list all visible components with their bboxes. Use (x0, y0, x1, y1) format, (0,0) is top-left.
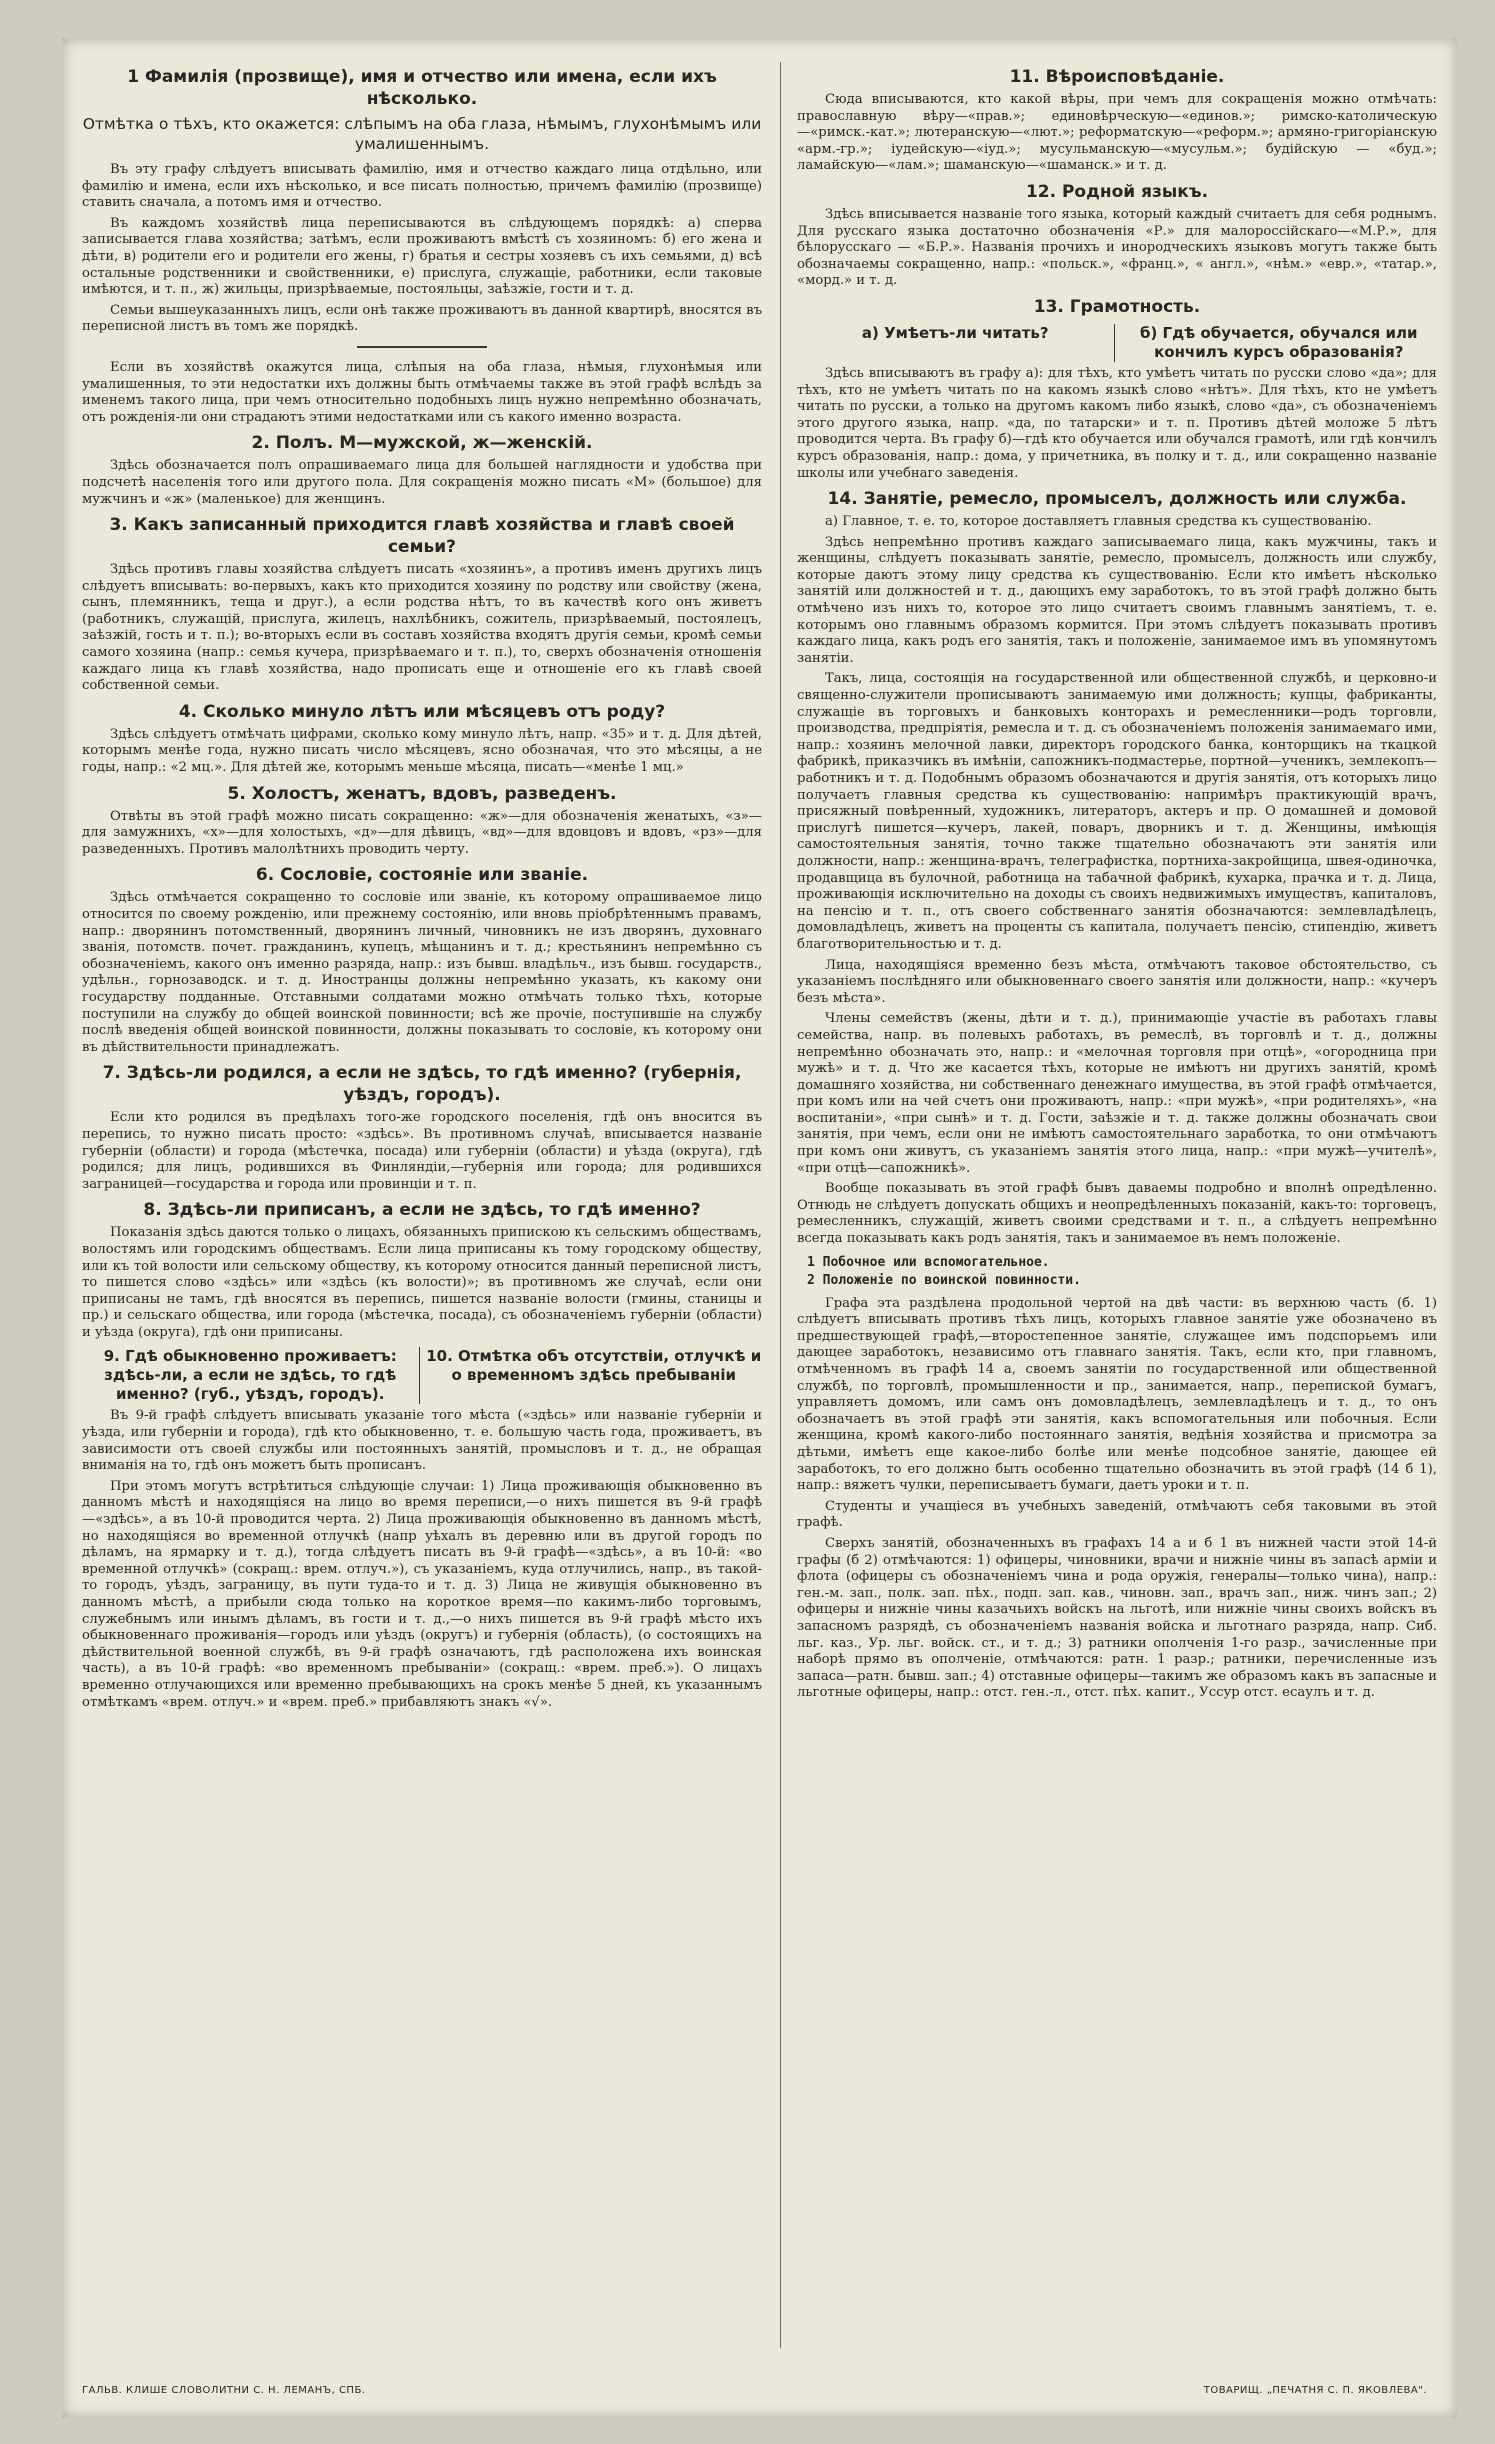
section-4-title: 4. Сколько минуло лѣтъ или мѣсяцевъ отъ роду? (178, 701, 666, 722)
section-12-title: 12. Родной языкъ. (1025, 181, 1209, 202)
section-6-text: Здѣсь отмѣчается сокращенно то сословіе или званіе, къ которому опрашиваемое лицо относится по своему рожденію, или прежнему состоянію, или вновь пріобрѣтеннымъ правамъ, напр.: дворянинъ потомственный, дворянинъ личный, чиновникъ не изъ дворянъ, духовнаго званія, потомств. почет. гражданинъ, купецъ, мѣщанинъ и т. д.; крестьянинъ непремѣнно съ обозначеніемъ, какого онъ именно разряда, напр.: изъ бывш. владѣльч., изъ бывш. государств., удѣльн., горнозаводск. и т. д. Иностранцы должны непремѣнно указать, къ какому они государству подданные. Отставными солдатами можно отмѣчать только тѣхъ, которые поступили на службу до общей воинской повинности; всѣ же прочіе, поступившіе на службу послѣ введенія общей воинской повинности, должны показывать то сословіе, къ которому они въ дѣйствительности принадлежатъ. (82, 890, 762, 1055)
section-14b2-title: 2 Положеніе по воинской повинности. (807, 1272, 1081, 1288)
section-3-title: 3. Какъ записанный приходится главѣ хозяйства и главѣ своей семьи? (109, 515, 735, 558)
section-9-title: 9. Гдѣ обыкновенно проживаетъ: здѣсь-ли, а если не здѣсь, то гдѣ именно? (губ., уѣздъ, городъ). (103, 1347, 397, 1404)
section-6-title: 6. Сословіе, состояніе или званіе. (255, 865, 589, 886)
section-14-text: Вообще показывать въ этой графѣ бывъ даваемы подробно и вполнѣ опредѣленно. Отнюдь не слѣдуетъ допускать общихъ и неопредѣленныхъ показаній, какъ-то: торговецъ, ремесленникъ, служащій, живетъ своими средствами и т. п., а слѣдуетъ непремѣнно всегда показывать какъ родъ занятія, такъ и занимаемое въ немъ положеніе. (797, 1181, 1437, 1247)
section-11-title: 11. Вѣроисповѣданіе. (1009, 67, 1225, 87)
section-12-text: Здѣсь вписывается названіе того языка, который каждый считаетъ для себя роднымъ. Для русскаго языка достаточно обозначенія «Р.» для малороссійскаго—«М.Р.», для бѣлорусскаго — «Б.Р.». Названія прочихъ и инородческихъ языковъ могутъ также быть обозначаемы сокращенно, напр.: «польск.», «франц.», « англ.», «нѣм.» «евр.», «татар.», «морд.» и т. д. (797, 206, 1437, 289)
section-1-text: Въ каждомъ хозяйствѣ лица переписываются въ слѣдующемъ порядкѣ: а) сперва записывается глава хозяйства; затѣмъ, если проживаютъ вмѣстѣ съ хозяиномъ: б) его жена и дѣти, в) родители его и родители его жены, г) братья и сестры хозяевъ съ ихъ семьями, д) всѣ остальные родственники и свойственники, е) прислуга, служащіе, работники, если таковые имѣются, и т. п., ж) жильцы, призрѣваемые, постояльцы, заѣзжіе, гости и т. д. (82, 215, 762, 298)
section-14a-title: а) Главное, т. е. то, которое доставляетъ главныя средства къ существованію. (825, 514, 1372, 530)
section-10-title: 10. Отмѣтка объ отсутствіи, отлучкѣ и о временномъ здѣсь пребываніи (419, 1347, 763, 1404)
section-13b-title: б) Гдѣ обучается, обучался или кончилъ курсъ образованія? (1114, 324, 1438, 362)
section-9-text: Въ 9-й графѣ слѣдуетъ вписывать указаніе того мѣста («здѣсь» или названіе губерніи и уѣзда, или губерніи и города), гдѣ кто обыкновенно, т. е. большую часть года, проживаетъ, въ зависимости отъ своей службы или постоянныхъ занятій, промысловъ и т. д., не обращая вниманія на то, гдѣ онъ можетъ быть прописанъ. (82, 1408, 762, 1474)
section-3-text: Здѣсь противъ главы хозяйства слѣдуетъ писать «хозяинъ», а противъ именъ другихъ лицъ слѣдуетъ вписывать: во-первыхъ, какъ кто приходится хозяину по родству или свойству (жена, сынъ, племянникъ, теща и друг.), а если родства нѣтъ, то въ качествѣ кого онъ живетъ (работникъ, служащій, прислуга, жилецъ, нахлѣбникъ, сожитель, призрѣваемый, постоялецъ, заѣзжій, гость и т. п.); во-вторыхъ если въ составъ хозяйства входятъ другія семьи, кромѣ семьи самого хозяина (напр.: семья кучера, призрѣваемаго и т. п.), то, сверхъ обозначенія отношенія каждаго лица къ главѣ хозяйства, надо прописать еще и отношеніе его къ главѣ своей собственной семьи. (82, 562, 762, 694)
section-14-text: Студенты и учащіеся въ учебныхъ заведеній, отмѣчаютъ себя таковыми въ этой графѣ. (797, 1498, 1437, 1531)
printer-imprint-right: ТОВАРИЩ. „ПЕЧАТНЯ С. П. ЯКОВЛЕВА". (1203, 2385, 1427, 2396)
section-1-text: Семьи вышеуказанныхъ лицъ, если онѣ также проживаютъ въ данной квартирѣ, вносятся въ переписной листъ въ томъ же порядкѣ. (82, 302, 762, 335)
section-14-text: Сверхъ занятій, обозначенныхъ въ графахъ 14 а и б 1 въ нижней части этой 14-й графы (б 2) отмѣчаются: 1) офицеры, чиновники, врачи и нижніе чины въ запасѣ арміи и флота (офицеры съ обозначеніемъ чина и рода оружія, генералы—только чина), напр.: ген.-м. зап., полк. зап. пѣх., подп. зап. кав., чиновн. зап., врачъ зап., ниж. чинъ зап.; 2) офицеры и нижніе чины казачьихъ войскъ на льготѣ, или нижніе чины своихъ войскъ въ запасномъ разрядѣ, съ обозначеніемъ названія войска и льготнаго разряда, напр. Сиб. льг. каз., Ур. льг. войск. ст., и т. д.; 3) ратники ополченія 1-го разр., зачисленные при наборѣ прямо въ ополченіе, отмѣчаются: ратн. 1 разр.; ратники, перечисленные изъ запаса—ратн. бывш. зап.; 4) отставные офицеры—такимъ же образомъ какъ въ запасные и льготные офицеры, напр.: отст. ген.-л., отст. пѣх. капит., Уссур отст. есаулъ и т. д. (797, 1535, 1437, 1701)
section-9-text: При этомъ могутъ встрѣтиться слѣдующіе случаи: 1) Лица проживающія обыкновенно въ данномъ мѣстѣ и находящіяся на лицо во время переписи,—о нихъ пишется въ 9-й графѣ—«здѣсь», а въ 10-й проводится черта. 2) Лица проживающія обыкновенно въ данномъ мѣстѣ, но находящіяся во временной отлучкѣ (напр уѣхалъ въ деревню или въ другой городъ по дѣламъ, на ярмарку и т. д.), тогда слѣдуетъ писать въ 9-й графѣ—«здѣсь», а въ 10-й: «во временной отлучкѣ» (сокращ.: врем. отлуч.»), съ указаніемъ, куда отлучились, напр., въ такой-то городъ, уѣздъ, заграницу, въ пути туда-то и т. д. 3) Лица не живущія обыкновенно въ данномъ мѣстѣ, а прибыли сюда только на короткое время—по какимъ-либо торговымъ, служебнымъ или инымъ дѣламъ, въ гости и т. д.,—о нихъ пишется въ 9-й графѣ мѣсто ихъ обыкновеннаго проживанія—городъ или уѣздъ (округъ) и губернія (область), (о состоящихъ на дѣйствительной военной службѣ, въ 9-й графѣ означаютъ, гдѣ расположена ихъ воинская часть), а въ 10-й графѣ: «во временномъ пребываніи» (сокращ.: «врем. преб.»). О лицахъ временно отлучающихся или временно пребывающихъ на срокъ менѣе 5 дней, къ указаннымъ отмѣткамъ «врем. отлуч.» и «врем. преб.» прибавляютъ знакъ «√». (82, 1478, 762, 1710)
right-column (797, 60, 1437, 1706)
section-14-text: Графа эта раздѣлена продольной чертой на двѣ части: въ верхнюю часть (б. 1) слѣдуетъ вписывать противъ тѣхъ лицъ, которыхъ главное занятіе уже обозначено въ предшествующей графѣ,—второстепенное занятіе, служащее имъ подспорьемъ или дающее заработокъ, независимо отъ главнаго занятія. Такъ, если кто, при главномъ, отмѣченномъ въ графѣ 14 а, своемъ занятіи по государственной или общественной службѣ, по торговлѣ, промышленности и пр., занимается, напр., перепиской бумагъ, управляетъ домомъ, или самъ онъ домовладѣлецъ, землевладѣлецъ и т. д., то онъ обозначаетъ въ этой графѣ эти занятія, какъ вспомогательныя или побочныя. Если женщина, кромѣ какого-либо постояннаго занятія, ведѣнія хозяйства и присмотра за дѣтьми, имѣетъ еще какое-либо болѣе или менѣе подсобное занятіе, дающее ей заработокъ, то его должно быть особенно тщательно обозначить въ этой графѣ (14 б 1), напр.: вяжетъ чулки, переписываетъ бумаги, даетъ уроки и т. п. (797, 1295, 1437, 1494)
section-7-text: Если кто родился въ предѣлахъ того-же городского поселенія, гдѣ онъ вносится въ перепись, то нужно писать просто: «здѣсь». Въ противномъ случаѣ, вписывается названіе губерніи (области) и города (мѣстечка, посада) или губерніи (области) и уѣзда (округа), гдѣ родился; для лицъ, родившихся въ Финляндіи,—губернія или города; для родившихся заграницей—государства и города или провинціи и т. п. (82, 1110, 762, 1192)
section-9-10-header (82, 1347, 762, 1404)
section-14-title: 14. Занятіе, ремесло, промыселъ, должность или служба. (827, 489, 1407, 510)
section-14-text: Члены семействъ (жены, дѣти и т. д.), принимающіе участіе въ работахъ главы семейства, напр. въ полевыхъ работахъ, въ ремеслѣ, въ торговлѣ и т. д., должны непремѣнно обозначать это, напр.: и «мелочная торговля при отцѣ», «огородница при мужѣ» и т. д. Что же касается тѣхъ, которые не имѣютъ ни другихъ занятій, кромѣ домашняго хозяйства, ни собственнаго денежнаго имущества, въ этой графѣ отмѣчается, при комъ или на чей счетъ они проживаютъ, напр.: «при мужѣ», «при родителяхъ», «на воспитаніи», «при сынѣ» и т. д. Гости, заѣзжіе и т. д. также должны обозначать свои занятія, при чемъ, если они не имѣютъ самостоятельнаго заработка, то они отмѣчаютъ при комъ они живутъ, съ указаніемъ занятія этого лица, напр.: «при мужѣ—учителѣ», «при отцѣ—сапожникѣ». (797, 1011, 1437, 1176)
section-1-text: Въ эту графу слѣдуетъ вписывать фамилію, имя и отчество каждаго лица отдѣльно, или фамилію и имена, если ихъ нѣсколько, и все писать полностью, причемъ фамилію (прозвище) ставить сначала, а потомъ имя и отчество. (82, 162, 762, 211)
section-11-text: Сюда вписываются, кто какой вѣры, при чемъ для сокращенія можно отмѣчать: православную вѣру—«прав.»; единовѣрческую—«единов.»; римско-католическую—«римск.-кат.»; лютеранскую—«лют.»; реформатскую—«реформ.»; армяно-григоріанскую «арм.-гр.»; іудейскую—«іуд.»; мусульманскую—«мусульм.»; будійскую — «буд.»; ламайскую—«лам.»; шаманскую—«шаманск.» и т. д. (797, 92, 1437, 174)
census-instruction-sheet (62, 38, 1457, 2418)
section-2-text: Здѣсь обозначается полъ опрашиваемаго лица для большей наглядности и удобства при подсчетѣ населенія того или другого пола. Для сокращенія можно писать «М» (большое) для мужчинъ и «ж» (маленькое) для женщинъ. (82, 458, 762, 507)
section-14-text: Такъ, лица, состоящія на государственной или общественной службѣ, и церковно-и священно-служители прописываютъ занимаемую ими должность; купцы, фабриканты, служащіе въ торговыхъ и банковыхъ конторахъ и ремесленники—родъ торговли, производства, предпріятія, ремесла и т. д. съ обозначеніемъ положенія занимаемаго ими, напр.: хозяинъ мелочной лавки, директоръ городского банка, конторщикъ на ткацкой фабрикѣ, приказчикъ въ имѣніи, сапожникъ-подмастерье, портной—ученикъ, землекопъ—работникъ и т. д. Подобнымъ образомъ обозначаются и другія занятія, отъ которыхъ лицо получаетъ главныя средства къ существованію: напримѣръ практикующій врачъ, присяжный повѣренный, художникъ, литераторъ, актеръ и пр. О домашней и домовой прислугѣ пишется—кучеръ, лакей, поваръ, дворникъ и т. д. Женщины, имѣющія самостоятельныя занятія, точно также тщательно обозначаютъ эти занятія или должности, напр.: женщина-врачъ, телеграфистка, портниха-закройщица, швея-одиночка, продавщица въ булочной, работница на табачной фабрикѣ, кухарка, прачка и т. д. Лица, проживающія исключительно на доходы съ своихъ недвижимыхъ имуществъ, капиталовъ, на пенсію и т. п., отъ своего собственнаго занятія обозначаются: землевладѣлецъ, домовладѣлецъ, живетъ на проценты съ капитала, получаетъ пенсію, стипендію, живетъ благотворительностью и т. д. (797, 671, 1437, 952)
section-8-title: 8. Здѣсь-ли приписанъ, а если не здѣсь, то гдѣ именно? (143, 1200, 701, 1221)
section-1-text: Если въ хозяйствѣ окажутся лица, слѣпыя на оба глаза, нѣмыя, глухонѣмыя или умалишенныя, то эти недостатки ихъ должны быть отмѣчаемы также въ этой графѣ вслѣдъ за именемъ такого лица, при чемъ относительно подобныхъ лицъ нужно непремѣнно обозначать, отъ рожденія-ли они страдаютъ этими недостатками или съ какого именно возраста. (82, 359, 762, 425)
section-13-title: 13. Грамотность. (1033, 296, 1201, 317)
section-14b1-title: 1 Побочное или вспомогательное. (807, 1254, 1050, 1270)
section-2-title: 2. Полъ. М—мужской, ж—женскій. (251, 433, 593, 454)
section-8-text: Показанія здѣсь даются только о лицахъ, обязанныхъ припискою къ сельскимъ обществамъ, волостямъ или городскимъ обществамъ. Если лица приписаны къ тому городскому обществу, или къ той волости или сельскому обществу, къ которому относится данный переписной листъ, то пишется слово «здѣсь» или «здѣсь (къ волости)»; въ противномъ же случаѣ, если они приписаны не тамъ, гдѣ вносятся въ перепись, пишется названіе волости (гмины, станицы и пр.) и сельскаго общества, или города (мѣстечка, посада), съ обозначеніемъ губерніи (области) и уѣзда (округа), гдѣ они приписаны. (82, 1225, 762, 1340)
section-14b-headers (807, 1254, 1437, 1290)
section-5-title: 5. Холостъ, женатъ, вдовъ, разведенъ. (227, 783, 617, 804)
section-4-text: Здѣсь слѣдуетъ отмѣчать цифрами, сколько кому минуло лѣтъ, напр. «35» и т. д. Для дѣтей, которымъ менѣе года, нужно писать число мѣсяцевъ, ясно обозначая, что это мѣсяцы, а не годы, напр.: «2 мц.». Для дѣтей же, которымъ меньше мѣсяца, писать—«менѣе 1 мц.» (82, 726, 762, 776)
printer-imprint-left: ГАЛЬВ. КЛИШЕ СЛОВОЛИТНИ С. Н. ЛЕМАНЪ, СПБ. (82, 2385, 366, 2396)
column-divider (780, 62, 781, 2348)
section-14-text: Здѣсь непремѣнно противъ каждаго записываемаго лица, какъ мужчины, такъ и женщины, слѣдуетъ показывать занятіе, ремесло, промыселъ, должность или службу, которые даютъ этому лицу средства къ существованію. Если кто имѣетъ нѣсколько занятій или должностей и т. д., дающихъ ему заработокъ, то въ этой графѣ должно быть отмѣчено изъ нихъ то, которое это лицо считаетъ своимъ главнымъ занятіемъ, т. е. которымъ оно главнымъ образомъ кормится. При этомъ слѣдуетъ показывать противъ каждаго лица, какъ родъ его занятія, такъ и положеніе, занимаемое имъ въ упомянутомъ занятіи. (797, 534, 1437, 666)
separator (357, 346, 487, 348)
section-1-note: Отмѣтка о тѣхъ, кто окажется: слѣпымъ на оба глаза, нѣмымъ, глухонѣмымъ или умалишеннымъ. (82, 115, 762, 153)
section-13a-title: а) Умѣетъ-ли читать? (861, 323, 1049, 342)
section-1-title: 1 Фамилія (прозвище), имя и отчество или имена, если ихъ нѣсколько. (127, 67, 717, 109)
section-13-text: Здѣсь вписываютъ въ графу а): для тѣхъ, кто умѣетъ читать по русски слово «да»; для тѣхъ, кто не умѣетъ читать по на какомъ языкѣ слово «нѣтъ». Для тѣхъ, кто не умѣетъ читать по русски, а только на другомъ какомъ либо языкѣ, слово «да», съ обозначеніемъ этого другого языка, напр. «да, по татарски» и т. п. Противъ дѣтей моложе 5 лѣтъ проводится черта. Въ графу б)—гдѣ кто обучается или обучался грамотѣ, или гдѣ кончилъ курсъ образованія, напр.: дома, у причетника, въ полку и т. д., или сокращенно названіе школы или учебнаго заведенія. (797, 365, 1437, 481)
section-7-title: 7. Здѣсь-ли родился, а если не здѣсь, то гдѣ именно? (губернія, уѣздъ, городъ). (102, 1063, 742, 1106)
section-13-subheader (797, 324, 1437, 362)
section-5-text: Отвѣты въ этой графѣ можно писать сокращенно: «ж»—для обозначенія женатыхъ, «з»—для замужнихъ, «х»—для холостыхъ, «д»—для дѣвицъ, «вд»—для вдовцовъ и вдовъ, «рз»—для разведенныхъ. Противъ малолѣтнихъ проводить черту. (82, 808, 762, 857)
section-14-text: Лица, находящіяся временно безъ мѣста, отмѣчаютъ таковое обстоятельство, съ указаніемъ послѣдняго или обыкновеннаго своего занятія или должности, напр.: «кучеръ безъ мѣста». (797, 957, 1437, 1006)
left-column (82, 60, 762, 1715)
